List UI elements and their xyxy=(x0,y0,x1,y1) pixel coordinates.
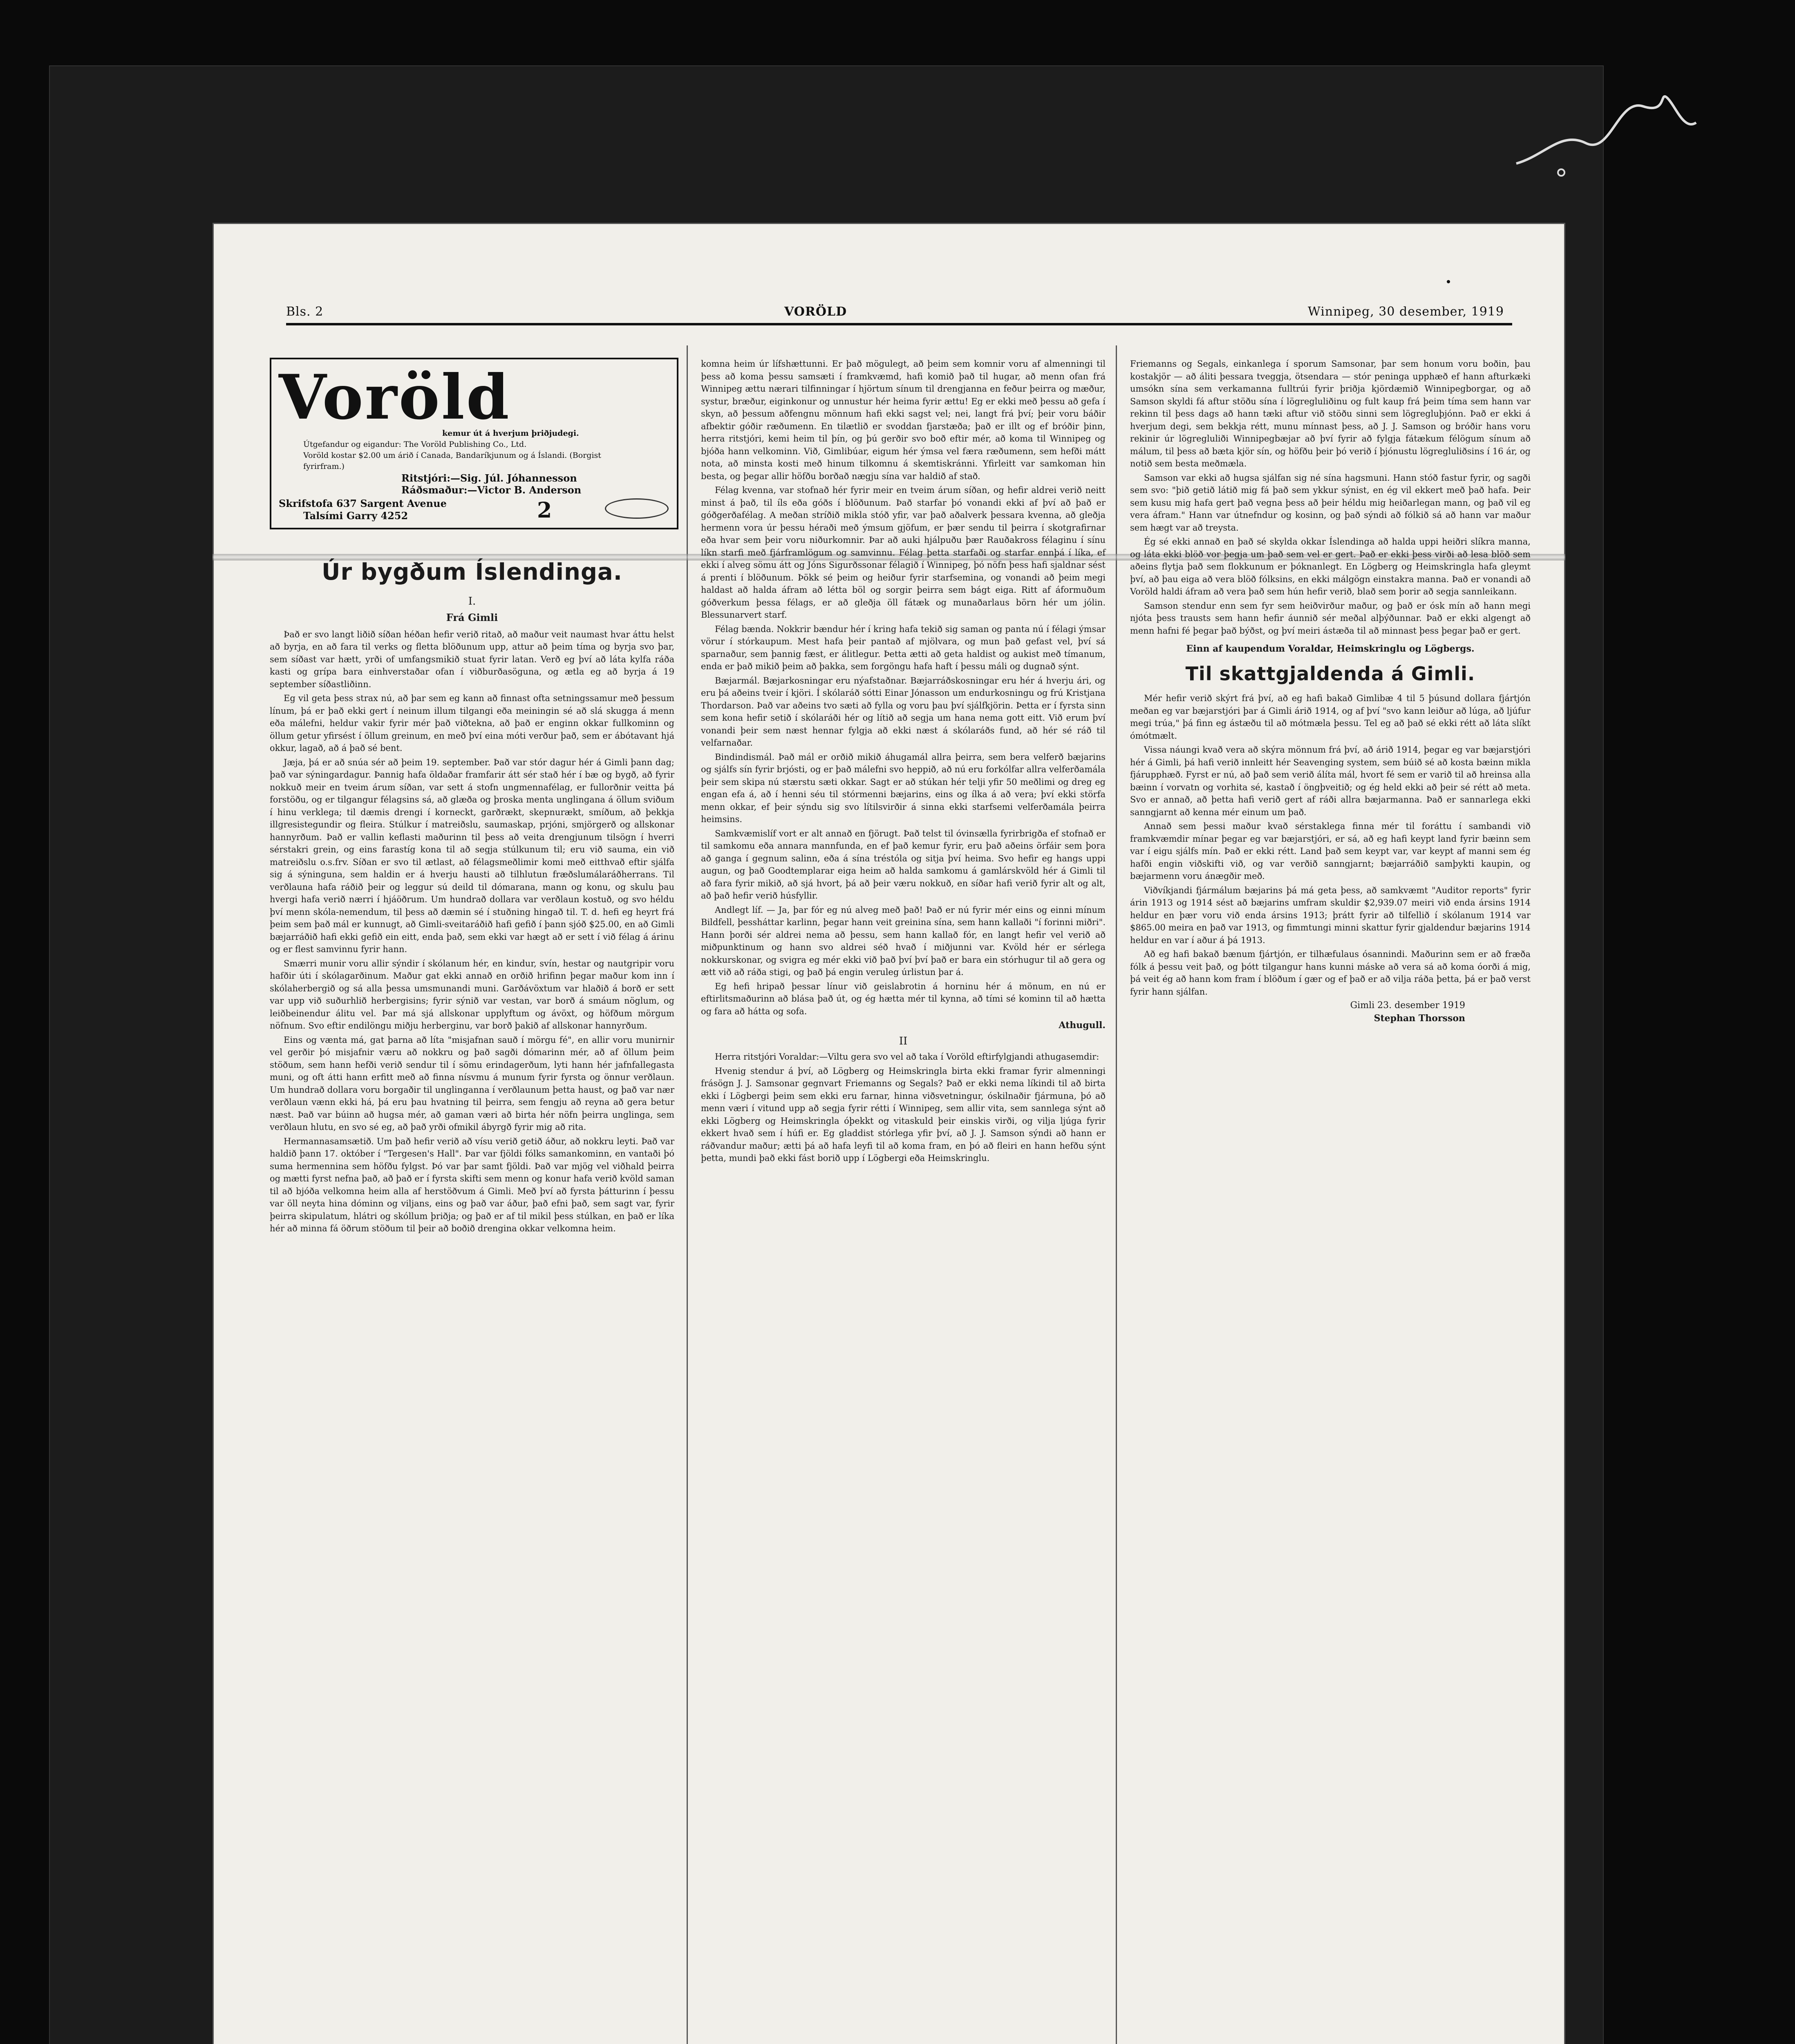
col3-paragraph: Samson var ekki að hugsa sjálfan sig né sína hagsmuni. Hann stóð fastur fyrir, og sagði sem svo: "þið getið látið mig fá það sem ykkur sýnist, en ég vil ekkert með það hafa. Þeir sem kusu mig hafa gert það vegna þess að þeir héldu mig heiðarlegan mann, og það vil eg vera áfram." Hann var útnefndur og kosinn, og það sýndi að fólkið sá að hann var maður sem hægt var að treysta. xyxy=(1130,473,1531,533)
column-rule-2 xyxy=(1116,345,1117,2044)
masthead xyxy=(270,358,678,529)
paper-name: VORÖLD xyxy=(784,305,847,319)
col3-paragraph: Annað sem þessi maður kvað sérstaklega finna mér til foráttu í sambandi við framkvæmdir mínar þegar eg var bæjarstjóri, er sá, að eg hafi keypt land fyrir bæinn sem var í eigu sjálfs mín. Það er ekki rétt. Land það sem keypt var, var keypt af manni sem ég hafði engin viðskifti við, og var verðið sanngjarnt; bæjarráðið samþykti kaupin, og bæjarmenn voru ánægðir með. xyxy=(1130,821,1531,881)
column-1 xyxy=(270,558,674,1237)
union-stamp-icon xyxy=(605,498,669,519)
col3-paragraph: Mér hefir verið skýrt frá því, að eg hafi bakað Gimlibæ 4 til 5 þúsund dollara fjártjón meðan eg var bæjarstjóri þar á Gimli árið 1914, og af því "svo kann leiður að lúga, að ljúfur megi trúa," þá finn eg ástæðu til að mótmæla þessu. Tel eg að það sé ekki rétt að láta slíkt ómótmælt. xyxy=(1130,693,1531,741)
column-3 xyxy=(1130,358,1531,1024)
col3-paragraph: Að eg hafi bakað bænum fjártjón, er tilhæfulaus ósannindi. Maðurinn sem er að fræða fólk á þessu veit það, og þótt tilgangur hans kunni máske að vera sá að koma óorði á mig, þá veit ég að hann kom fram í blöðum í gær og ef það er að vilja ráða þetta, þá er það verst fyrir hann sjálfan. xyxy=(1130,949,1531,997)
page-number: Bls. 2 xyxy=(286,305,324,319)
signature-athugull: Athugull. xyxy=(1059,1020,1106,1031)
signature-kaupandi: Einn af kaupendum Voraldar, Heimskringlu og Lögbergs. xyxy=(1186,643,1475,654)
masthead-editor: Ritstjóri:—Sig. Júl. Jóhannesson xyxy=(401,472,577,484)
place-date: Gimli 23. desember 1919 xyxy=(1350,1000,1465,1011)
subhead-fra-gimli: Frá Gimli xyxy=(446,612,498,623)
letter-body: Hvenig stendur á því, að Lögberg og Heimskringla birta ekki framar fyrir almenningi frásögn J. J. Samsonar gegnvart Friemanns og Segals? Það er ekki nema líkindi til að birta ekki í Lögbergi þeim sem ekki eru farnar, hinna viðsvetningur, óskilnaðir fjármuna, þó að menn væri í vitund upp að segja fyrir rétti í Winnipeg, sem allir vita, sem sannlega sýnt að ekki Lögberg og Heimskringla óþekkt og vitaskuld þeir einskis virði, og vilja ljúga fyrir ekkert hvað sem í húfi er. Eg gladdist stórlega yfir því, að J. J. Samson sýndi að hann er ráðvandur maður; ætti þá að hafa leyfi til að koma fram, en þó að fleiri en hann hefðu sýnt þetta, mundi það ekki fást borið upp í Lögbergi eða Heimskringlu. xyxy=(701,1066,1106,1163)
dateline: Winnipeg, 30 desember, 1919 xyxy=(1307,305,1504,319)
col1-paragraph: Eg vil geta þess strax nú, að þar sem eg kann að finnast ofta setningssamur með þessum línum, þá er það ekki gert í neinum illum tilgangi eða meiningin sé að slá skugga á menn eða málefni, heldur vakir fyrir mér það viðtekna, að það er enginn okkar fullkominn og öllum getur yfirsést í öllum greinum, en með því eina móti verður það, sem er ábótavant hjá okkur, lagað, að á það sé bent. xyxy=(270,693,674,753)
col3-paragraph: Samson stendur enn sem fyr sem heiðvirður maður, og það er ósk mín að hann megi njóta þess trausts sem hann hefir áunnið sér meðal alþýðunnar. Það er ekki algengt að menn hafni fé þegar það býðst, og því meiri ástæða til að minnast þess þegar það er gert. xyxy=(1130,601,1531,636)
column-2 xyxy=(701,358,1106,1166)
col1-paragraph: Smærri munir voru allir sýndir í skólanum hér, en kindur, svín, hestar og nautgripir voru hafðir úti í skólagarðinum. Maður gat ekki annað en orðið hrifinn þegar maður kom inn í skólaherbergið og sá alla þessa umsmunandi muni. Garðávöxtum var hlaðið á borð er sett var upp við suðurhlið herbergisins; fyrir sýnið var vestan, var borð á smáum nöglum, og leiðbeinendur álitu vel. Þar má sjá allskonar upplyftum og ávöxt, og höfðum mörgum nöfnum. Svo eftir endilöngu miðju herberginu, var borð þakið af allskonar hannyrðum. xyxy=(270,958,674,1031)
masthead-logo: Voröld xyxy=(279,361,511,433)
headline-skattgjaldenda: Til skattgjaldenda á Gimli. xyxy=(1185,662,1475,685)
letter-intro: Herra ritstjóri Voraldar:—Viltu gera svo vel að taka í Voröld eftirfylgjandi athugasemdir: xyxy=(715,1052,1099,1062)
col1-paragraph: Það er svo langt liðið síðan héðan hefir verið ritað, að maður veit naumast hvar áttu helst að byrja, en að fara til verks og fletta blöðunum upp, attur að þeim tíma og byrja svo þar, sem síðast var hætt, yrði of umfangsmikið stuat fyrir latan. Verð eg því að láta kylfa ráða kasti og grípa bara einhverstaðar ofan í viðburðasöguna, og ætla eg að byrja á 19 september síðastliðinn. xyxy=(270,629,674,689)
section-number-2: II xyxy=(899,1035,908,1047)
col2-paragraph: Andlegt líf. — Ja, þar fór eg nú alveg með það! Það er nú fyrir mér eins og einni mínum Bildfell, þessháttar karlinn, þegar hann veit greinina sína, sem hann kallaði "í forinni miðri". Hann þorði sér aldrei nema að þessu, sem hann kallað fór, en langt hefir vel verið að miðpunktinum og hann svo aldrei séð hvað í miðjunni var. Kvöld hér er sérlega nokkurskonar, og svigra eg mér ekki við það því því það er bara ein stórhugur til að gera og ætt við að ráða stigi, og það þá engin veruleg úrlistun þar á. xyxy=(701,905,1106,977)
handwritten-mark xyxy=(1512,82,1700,188)
col3-paragraph: Friemanns og Segals, einkanlega í sporum Samsonar, þar sem honum voru boðin, þau kostakjör — að áliti þessara tveggja, ötsendara — stór peninga upphæð ef hann afturkæki umsókn sína sem verkamanna fulltrúi fyrir þriðja kjördæmið Winnipegborgar, og að Samson skyldi fá aftur stöðu sína í lögregluliðinu og fult kaup frá þeim tíma sem hann var rekinn til þess dags að hann tæki aftur við stöðu sinni sem lögregluþjónn. Það er ekki á hverjum degi, sem bekkja rétt, munu mínnast þess, að J. J. Samson og bróðir hans voru rekinir úr lögregluliði Winnipegbæjar að því fyrir að fylgja fátækum félögum sínum að málum, til þess að bæta kjör sín, og höfðu þeir þó verið í þjónustu lögregluliðsins í 16 ár, og notið sem besta meðmæla. xyxy=(1130,359,1531,468)
col3-paragraph: Vissa náungi kvað vera að skýra mönnum frá því, að árið 1914, þegar eg var bæjarstjóri hér á Gimli, þá hafi verið innleitt hér Seavenging system, sem búið sé að kosta bæinn mikla fjárupphæð. Fyrst er nú, að það sem verið álíta mál, hvort fé sem er varið til að hreinsa alla bæinn í vorvatn og vorhita sé, kastað í öngþveitið; og ég held ekki að þeir sé rétt að meta. Svo er annað, að þetta hafi verið gert af ráði allra bæjarmanna. Það er sannarlega ekki sanngjarnt að kenna mér einum um það. xyxy=(1130,745,1531,817)
office-address: Skrifstofa 637 Sargent Avenue xyxy=(279,498,447,509)
col1-paragraph: Eins og vænta má, gat þarna að líta "misjafnan sauð í mörgu fé", en allir voru munirnir vel gerðir þó misjafnir væru að nokkru og það sagði dómarinn mér, að af öllum þeim stöðum, sem hann hefði verið sendur til í sömu erindagerðum, lyti hann hér jafnfallegasta muni, og oft átti hann erfitt með að finna nísvmu á munum fyrir fyrsta og önnur verðlaun. Um hundrað dollara voru borgaðir til unglinganna í verðlaunum þetta haust, og það var nær verðlaun vænn ekki há, þá eru þau hvatning til þeirra, sem fengju að reyna að gera betur næst. Það var búinn að hugsa mér, að gaman væri að birta hér nöfn þeirra unglinga, sem verðlaun hlutu, en svo sé eg, að það yrði ofmikil ábyrgð fyrir mig að rita. xyxy=(270,1035,674,1132)
section-number: I. xyxy=(468,595,476,607)
col3-paragraph: Viðvíkjandi fjármálum bæjarins þá má geta þess, að samkvæmt "Auditor reports" fyrir árin 1913 og 1914 sést að bæjarins umfram skuldir $2,939.07 meiri við enda ársins 1914 heldur en þær voru við enda ársins 1913; þrátt fyrir að tilfellið í skólanum 1914 var $865.00 meira en það var 1913, og fimmtungi minni skattur fyrir gjaldendur bæjarins 1914 heldur en var í aður á þá 1913. xyxy=(1130,885,1531,945)
col2-paragraph: Félag kvenna, var stofnað hér fyrir meir en tveim árum síðan, og hefir aldrei verið neitt minst á það, til íls eða góðs í blöðunum. Það starfar þó vonandi ekki af því að það er góðgerðafélag. A meðan stríðið mikla stóð yfir, var það aðalverk þessara kvenna, að gleðja hermenn vora úr þessu héraði með ýmsum gjöfum, er þær sendu til þeirra í skotgrafirnar eða hvar sem þeir voru niðurkomnir. Þar að auki hjálpuðu þær Rauðakross félaginu í sínu líkn starfi með fjárframlögum og samvinnu. Félag þetta starfaði og starfar ennþá í líka, ef ekki í alveg sömu átt og Jóns Sigurðssonar félagið í Winnipeg, þó nöfn þess hafi sjaldnar sést á prenti í blöðunum. Þökk sé þeim og heiður fyrir starfsemina, og vonandi að þeim megi haldast að halda áfram að létta böl og sorgir þeirra sem bágt eiga. Ritt af áformuðum góðverkum þessa félags, er að gleðja öll fátæk og munaðarlaus börn hér um jólin. Blessunarvert starf. xyxy=(701,485,1106,620)
office-phone: Talsími Garry 4252 xyxy=(303,510,408,522)
col1-paragraph: Hermannasamsætið. Um það hefir verið að vísu verið getið áður, að nokkru leyti. Það var haldið þann 17. október í "Tergesen's Hall". Þar var fjöldi fólks samankominn, en vantaði þó suma hermennina sem höfðu fylgst. Þó var þar samt fjöldi. Það var mjög vel viðhald þeirra og mætti fyrst nefna það, að það er í fyrsta skifti sem menn og konur hafa verið kvöld saman til að bjóða velkomna heim alla af herstöðvum á Gimli. Með því að fyrsta þátturinn í þessu var öll neyta hina dóminn og viljans, eins og það var áður, það efni það, sem sagt var, fyrir þeirra skipulatum, hlátri og skóllum þriðja; og það er af til mikil þess stúlkan, en það er líka hér að minna fá öðrum stöðum til þeir að boðið drengina okkar velkomna heim. xyxy=(270,1136,674,1233)
headline-ur-bygdum: Úr bygðum Íslendinga. xyxy=(322,559,622,585)
col2-paragraph: komna heim úr lífshættunni. Er það mögulegt, að þeim sem komnir voru af almenningi til þess að koma þessu samsæti í framkvæmd, hafi komið það til hugar, að menn ofan frá Winnipeg ættu nærari tilfinningar í hjörtum sínum til drengjanna en feður þeirra og mæður, systur, bræður, eiginkonur og unnustur hér heima fyrir ættu! Eg er ekki með þessu að gefa í skyn, að þessum aðfengnu mönnum hafi ekki sagst vel; nei, langt frá því; þeir voru báðir afbektir góðir ræðumenn. En tilætlið er svoddan fjarstæða; það er illt og ef bróðir þinn, herra ritstjóri, kemi heim til þín, og þú gerðir svo boð eftir mér, að koma til Winnipeg og bjóða hann velkominn. Við, Gimlibúar, eigum hér ýmsa vel færa ræðumenn, sem hefði mátt nota, að minsta kosti með hinum tilkomnu á skemtiskránni. Yfirleitt var samkoman hin besta, og þegar allir höfðu borðað nægju sína var haldið af stað. xyxy=(701,359,1106,481)
col1-paragraph: Jæja, þá er að snúa sér að þeim 19. september. Það var stór dagur hér á Gimli þann dag; það var sýningardagur. Þannig hafa öldaðar framfarir átt sér stað hér í bæ og bygð, að fyrir nokkuð meir en tveim árum síðan, var sett á stofn ungmennafélag, er fullorðnir veitta þá forstöðu, og er tilgangur félagsins sá, að glæða og þroska menta unglingana á öllum sviðum í hinu verklega; til dæmis drengi í korneckt, garðrækt, skepnurækt, smíðum, að þekkja illgresistegundir og fleira. Stúlkur í matreiðslu, saumaskap, prjóni, smjörgerð og allskonar hannyrðum. Það er vallin keflasti maðurinn til þess að veita drengjunum tilsögn í hverri sérstakri grein, og eins farastíg kona til að segja stúlkunum til; eru við sauma, ein við matreiðslu o.s.frv. Síðan er svo til ætlast, að félagsmeðlimir komi með eitthvað eftir sjálfa sig á sýninguna, sem haldin er á hverju hausti að tilhlutun fræðslumálaráðherrans. Til verðlauna hafa ráðið þeir og leggur sú deild til dómarana, mann og konu, og skulu þau hvergi hafa verið nærri í hjáöðrum. Um hundrað dollara var verðlaun kostuð, og svo héldu því menn skóla-nemendum, til þess að dæmin sé í stuðning hingað til. T. d. hefi eg heyrt frá þeim sem það mál er kunnugt, að Gimli-sveitaráðið hafi gefið í þann sjóð $25.00, en að Gimli bæjarráðið hafi ekki gefið ein eitt, enda það, sem ekki var hægt að er sett í við félag á árinu og er flest samvinnu fyrir hann. xyxy=(270,757,674,954)
col2-paragraph: Félag bænda. Nokkrir bændur hér í kring hafa tekið sig saman og panta nú í félagi ýmsar vörur í stórkaupum. Mest hafa þeir pantað af mjölvara, og mun það gefast vel, því sá sparnaður, sem þannig fæst, er álitlegur. Þetta ætti að geta haldist og aukist með tímanum, enda er það mikið þeim að þakka, sem forgöngu hafa haft í þessu máli og dugnað sýnt. xyxy=(701,624,1106,671)
column-rule-1 xyxy=(687,345,688,2044)
col2-paragraph: Bindindismál. Það mál er orðið mikið áhugamál allra þeirra, sem bera velferð bæjarins og sjálfs sín fyrir brjósti, og er það málefni svo heppið, að nú eru forkólfar allra velferðamála þeir sem skipa nú stærstu sæti okkar. Sagt er að stúkan hér telji yfir 50 meðlimi og dreg eg engan efa á, að í henni séu til stórmenni bæjarins, eins og ílka á að vera; því ekki störfa menn okkar, ef þeir sýndu sig svo lítilsvirðir á sinna ekki starfsemi velferðamála þeirra heimsins. xyxy=(701,752,1106,824)
masthead-number: 2 xyxy=(537,498,552,523)
newspaper-page xyxy=(213,223,1565,2044)
masthead-manager: Ráðsmaður:—Victor B. Anderson xyxy=(401,484,582,496)
page-header xyxy=(286,305,1504,319)
masthead-office xyxy=(279,498,447,522)
col3-paragraph: Ég sé ekki annað en það sé skylda okkar Íslendinga að halda uppi heiðri slíkra manna, og láta ekki blöð vor þegja um það sem vel er gert. Það er ekki þess virði að lesa blöð sem aðeins flytja það sem flokkunum er þóknanlegt. En Lögberg og Heimskringla hafa gleymt því, að þau eiga að vera blöð fólksins, en ekki málgögn einstakra manna. Það er vonandi að Voröld haldi áfram að vera það sem hún hefir verið, blað sem þorir að segja sannleikann. xyxy=(1130,537,1531,596)
masthead-publisher: Útgefandur og eigandur: The Voröld Publishing Co., Ltd. xyxy=(303,440,527,449)
scan-mark xyxy=(1447,280,1450,283)
signature-stephan: Stephan Thorsson xyxy=(1374,1013,1465,1024)
col2-paragraph: Bæjarmál. Bæjarkosningar eru nýafstaðnar. Bæjarráðskosningar eru hér á hverju ári, og eru þá aðeins tveir í kjöri. Í skólaráð sótti Einar Jónasson um endurkosningu og frú Kristjana Thordarson. Það var aðeins tvo sæti að fylla og voru þau því sjálfkjörin. Þetta er í fyrsta sinn sem kona hefir setið í skólaráði hér og lítið að segja um hana nema gott eitt. Við erum því vonandi þeir sem næst hennar fylgja að ekki næst á skólaráðs fund, að hér sé ráð til velfarnaðar. xyxy=(701,675,1106,748)
col2-paragraph: Eg hefi hripað þessar línur við geislabrotin á horninu hér á mönum, en nú er eftirlitsmaðurinn að blása það út, og ég hætta mér til kynna, að tími sé kominn til að hætta og fara að hátta og sofa. xyxy=(701,981,1106,1016)
header-rule xyxy=(286,323,1512,325)
masthead-tagline: kemur út á hverjum þriðjudegi. xyxy=(442,429,579,438)
col2-paragraph: Samkvæmislíf vort er alt annað en fjörugt. Það telst til óvinsælla fyrirbrigða ef stofnað er til samkomu eða annara mannfunda, en ef það kemur fyrir, eru það aðeins örfáir sem þora að ganga í gegnum salinn, eða á sína tréstóla og sitja því heima. Svo hefir eg hangs uppi augun, og það Goodtemplarar eiga heim að halda samkomu á gamlárskvöld hér á Gimli til að fara fyrir mikið, að sjá hvort, þá að þeir væru nokkuð, en síðar hafi verið fyrir alt og alt, að það hefir verið húsfyllir. xyxy=(701,828,1106,901)
masthead-subscription: Voröld kostar $2.00 um árið í Canada, Bandaríkjunum og á Íslandi. (Borgist fyrirfram.) xyxy=(303,451,601,471)
